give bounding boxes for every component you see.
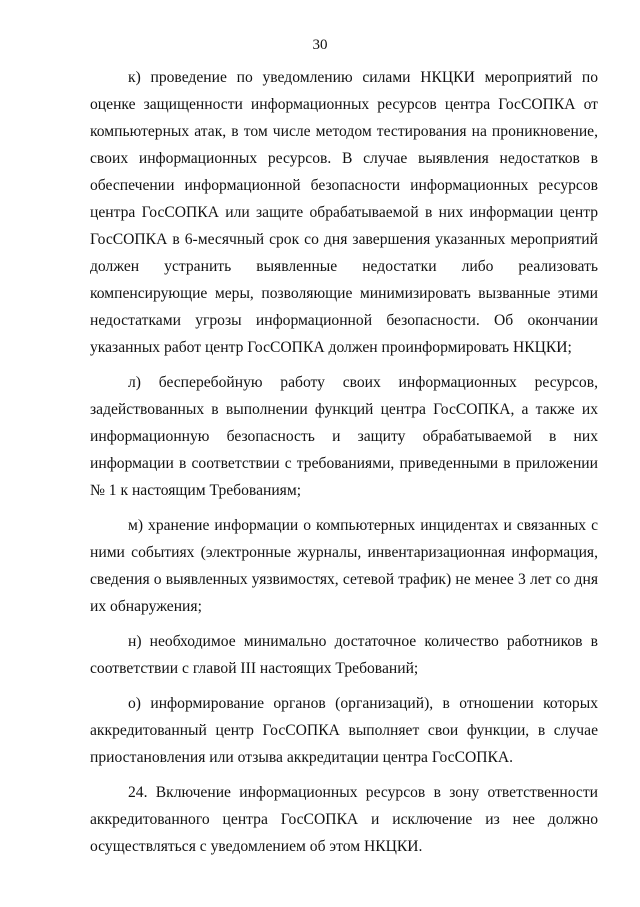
- paragraph-m: м) хранение информации о компьютерных инцидентах и связанных с ними событиях (электронные журналы, инвентаризационная информация, сведения о выявленных уязвимостях, сетевой трафик) не менее 3 лет со дня их обнаружения;: [90, 517, 598, 615]
- paragraph-l: л) бесперебойную работу своих информационных ресурсов, задействованных в выполнении функций центра ГосСОПКА, а также их информационную безопасность и защиту обрабатываемой в них информации в соответствии с требованиями, приведенными в приложении № 1 к настоящим Требованиям;: [90, 374, 598, 499]
- paragraph-k: к) проведение по уведомлению силами НКЦКИ мероприятий по оценке защищенности информационных ресурсов центра ГосСОПКА от компьютерных атак, в том числе методом тестирования на проникновение, своих информационных ресурсов. В случае выявления недостатков в обеспечении информационной безопасности информационных ресурсов центра ГосСОПКА или защите обрабатываемой в них информации центр ГосСОПКА в 6-месячный срок со дня завершения указанных мероприятий должен устранить выявленные недостатки либо реализовать компенсирующие меры, позволяющие минимизировать вызванные этими недостатками угрозы информационной безопасности. Об окончании указанных работ центр ГосСОПКА должен проинформировать НКЦКИ;: [90, 69, 598, 356]
- paragraph-24: 24. Включение информационных ресурсов в зону ответственности аккредитованного центра ГосСОПКА и исключение из нее должно осуществляться с уведомлением об этом НКЦКИ.: [90, 784, 598, 855]
- paragraph-o: о) информирование органов (организаций), в отношении которых аккредитованный центр ГосСОПКА выполняет свои функции, в случае приостановления или отзыва аккредитации центра ГосСОПКА.: [90, 695, 598, 766]
- document-body: [90, 64, 598, 860]
- page-number: 30: [312, 37, 328, 53]
- paragraph-n: н) необходимое минимально достаточное количество работников в соответствии с главой III настоящих Требований;: [90, 633, 598, 677]
